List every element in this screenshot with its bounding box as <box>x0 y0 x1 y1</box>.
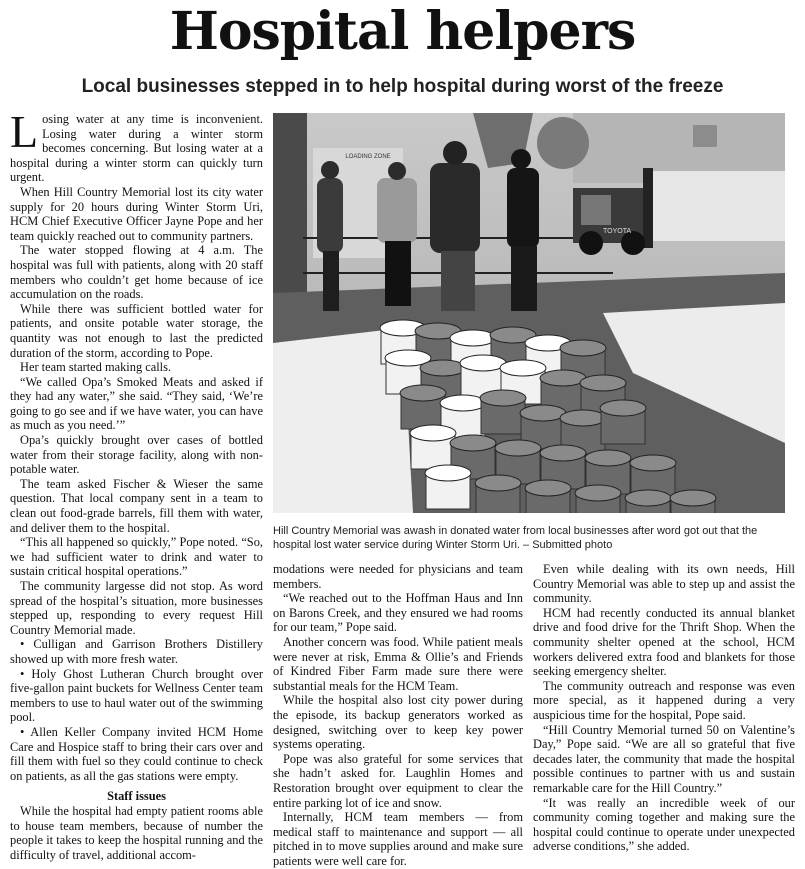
paragraph: “Hill Country Memorial turned 50 on Valentine’s Day,” Pope said. “We are all so grateful that five decades later, the community that made the hospital possible continues to partner with us and sustain remarkable care for the Hill Country.” <box>533 722 795 795</box>
paragraph: The team asked Fischer & Wieser the same question. That local company sent in a team to clean out food-grade barrels, fill them with water, and deliver them to the hospital. <box>10 476 263 535</box>
paragraph: Internally, HCM team members — from medical staff to maintenance and support — all pitched in to move supplies around and make sure patients were well care for. <box>273 810 523 868</box>
bucket <box>475 475 521 513</box>
paragraph: When Hill Country Memorial lost its city water supply for 20 hours during Winter Storm Uri, HCM Chief Executive Officer Jayne Pope and her team quickly reached out to community partners. <box>10 184 263 243</box>
bucket <box>670 490 716 513</box>
bucket <box>410 425 456 469</box>
bullet-paragraph: • Holy Ghost Lutheran Church brought over five-gallon paint buckets for Wellness Center team members to use to haul water out of the swimming pool. <box>10 666 263 725</box>
paragraph: The community outreach and response was even more special, as it happened during a very auspicious time for the hospital, Pope said. <box>533 678 795 722</box>
bullet-paragraph: • Allen Keller Company invited HCM Home Care and Hospice staff to bring their cars over and fill them with fuel so they could continue to check on patients, as all the gas stations were empty. <box>10 724 263 783</box>
paragraph: Another concern was food. While patient meals were never at risk, Emma & Ollie’s and Friends of Kindred Fiber Farm made sure there were substantial meals for the HCM Team. <box>273 634 523 693</box>
lead-paragraph <box>10 106 263 185</box>
lead-text: osing water at any time is inconvenient. Losing water during a winter storm becomes concerning. But losing water at a hospital during a winter storm can quickly turn urgent. <box>10 112 263 185</box>
drop-cap: L <box>10 106 39 157</box>
paragraph: “This all happened so quickly,” Pope noted. “So, we had sufficient water to drink and water to sustain critical hospital operations.” <box>10 535 263 579</box>
paragraph: “We reached out to the Hoffman Haus and Inn on Barons Creek, and they ensured we had rooms for our team,” Pope said. <box>273 591 523 635</box>
article-column-1 <box>10 106 263 862</box>
snow-lawn <box>653 171 785 241</box>
paragraph: HCM had recently conducted its annual blanket drive and food drive for the Thrift Shop. When the community shelter opened at the school, HCM workers delivered extra food and blankets for those seeking emergency shelter. <box>533 605 795 679</box>
paragraph: Even while dealing with its own needs, Hill Country Memorial was able to step up and assist the community. <box>533 562 795 606</box>
bucket <box>480 390 526 434</box>
photo-caption: Hill Country Memorial was awash in donated water from local businesses after word got out that the hospital lost water service during Winter Storm Uri. – Submitted photo <box>273 525 758 551</box>
bucket <box>400 385 446 429</box>
paragraph: Pope was also grateful for some services that she hadn’t asked for. Laughlin Homes and Restoration brought over equipment to clear the entire parking lot of ice and snow. <box>273 751 523 810</box>
paragraph: modations were needed for physicians and team members. <box>273 562 523 591</box>
paragraph: The water stopped flowing at 4 a.m. The hospital was full with patients, along with 20 staff members who couldn’t get home because of ice accumulation on the roads. <box>10 243 263 302</box>
paragraph: “It was really an incredible week of our community coming together and making sure the hospital could continue to operate under unexpected adverse conditions,” she added. <box>533 795 795 854</box>
bucket <box>525 480 571 513</box>
bucket <box>575 485 621 513</box>
photo-water-buckets <box>273 113 785 513</box>
headline: Hospital helpers <box>169 1 636 62</box>
paragraph: The community largesse did not stop. As word spread of the hospital’s situation, more businesses stepped up, responding to every request Hill Country Memorial made. <box>10 579 263 637</box>
news-photo <box>273 113 785 513</box>
brick-wall <box>273 113 307 293</box>
paragraph: While the hospital had empty patient rooms able to house team members, because of number the people it takes to keep the hospital running and the difficulty of travel, additional accom- <box>10 803 263 862</box>
paragraph: Opa’s quickly brought over cases of bottled water from their storage facility, along with non-potable water. <box>10 433 263 477</box>
deck: Local businesses stepped in to help hospital during worst of the freeze <box>81 76 724 97</box>
article-column-3 <box>533 562 795 854</box>
bucket <box>425 465 471 509</box>
article-column-2 <box>273 562 523 868</box>
paragraph: Her team started making calls. <box>20 360 172 375</box>
sign-text: LOADING ZONE <box>345 154 391 160</box>
bullet-paragraph: • Culligan and Garrison Brothers Distillery showed up with more fresh water. <box>10 637 263 666</box>
paragraph: “We called Opa’s Smoked Meats and asked if they had any water,” she said. “They said, ‘We’re going to go see and if we have water, you can have as much as you need.’” <box>10 374 263 433</box>
bucket <box>600 400 646 444</box>
forklift-label: TOYOTA <box>603 228 632 235</box>
paragraph: While the hospital also lost city power during the episode, its backup generators worked as designed, switching over to keep key power systems operating. <box>273 693 523 752</box>
bucket <box>625 490 671 513</box>
paragraph: While there was sufficient bottled water for patients, and onsite potable water storage, the quantity was not enough to last the predicted duration of the storm, according to Pope. <box>10 301 263 360</box>
subhead: Staff issues <box>107 789 166 804</box>
